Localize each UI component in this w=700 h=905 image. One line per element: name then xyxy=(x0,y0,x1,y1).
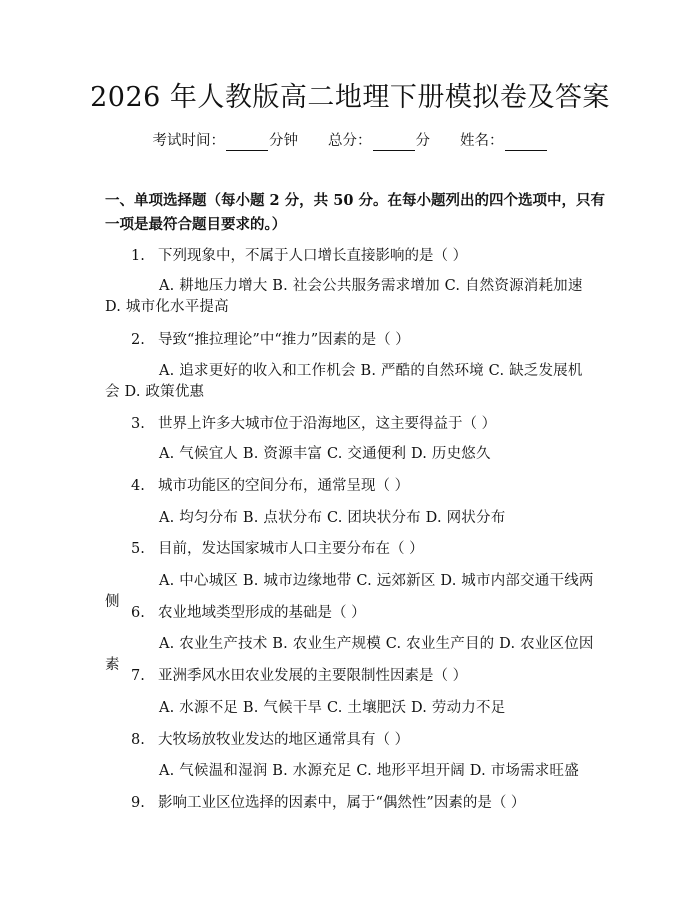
section-heading: 一、单项选择题（每小题 2 分，共 50 分。在每小题列出的四个选项中，只有一项是最符合题目要求的。） xyxy=(105,192,605,233)
question-options: A. 追求更好的收入和工作机会 B. 严酷的自然环境 C. 缺乏发展机会 D. 政策优惠 xyxy=(105,363,583,400)
question xyxy=(131,793,601,813)
question xyxy=(131,539,601,559)
name-blank xyxy=(505,136,547,151)
question-options: A. 水源不足 B. 气候干旱 C. 土壤肥沃 D. 劳动力不足 xyxy=(159,700,506,716)
question-options: A. 农业生产技术 B. 农业生产规模 C. 农业生产目的 D. 农业区位因素 xyxy=(105,636,594,673)
student-name xyxy=(460,131,548,151)
question-text: 亚洲季风水田农业发展的主要限制性因素是（ ） xyxy=(158,668,468,684)
question-number: 5. xyxy=(131,541,145,557)
question-number: 7. xyxy=(131,668,145,684)
score-unit: 分 xyxy=(415,133,430,149)
question-number: 1. xyxy=(131,248,145,264)
question-options: A. 耕地压力增大 B. 社会公共服务需求增加 C. 自然资源消耗加速 D. 城市化水平提高 xyxy=(105,278,583,315)
score-label: 总分： xyxy=(328,133,372,149)
question xyxy=(131,414,601,434)
question xyxy=(131,330,601,350)
question xyxy=(131,666,601,686)
question-number: 9. xyxy=(131,795,145,811)
question xyxy=(131,476,601,496)
page-title: 2026 年人教版高二地理下册模拟卷及答案 xyxy=(90,82,610,113)
question-number: 6. xyxy=(131,605,145,621)
question-text: 城市功能区的空间分布，通常呈现（ ） xyxy=(158,478,410,494)
question-text: 目前，发达国家城市人口主要分布在（ ） xyxy=(158,541,424,557)
exam-info-line xyxy=(0,131,700,151)
time-label: 考试时间： xyxy=(152,133,225,149)
question xyxy=(131,730,601,750)
question-number: 4. xyxy=(131,478,145,494)
question-text: 大牧场放牧业发达的地区通常具有（ ） xyxy=(158,732,410,748)
score-blank xyxy=(373,136,415,151)
question-text: 世界上许多大城市位于沿海地区，这主要得益于（ ） xyxy=(158,416,497,432)
question-options: A. 气候温和湿润 B. 水源充足 C. 地形平坦开阔 D. 市场需求旺盛 xyxy=(159,763,579,779)
question-number: 2. xyxy=(131,332,145,348)
exam-time xyxy=(153,131,299,151)
name-label: 姓名： xyxy=(460,133,504,149)
time-blank xyxy=(226,136,268,151)
time-unit: 分钟 xyxy=(269,133,298,149)
question-text: 导致“推拉理论”中“推力”因素的是（ ） xyxy=(158,332,410,348)
question xyxy=(131,246,601,266)
question-options: A. 中心城区 B. 城市边缘地带 C. 远郊新区 D. 城市内部交通干线两侧 xyxy=(105,573,594,610)
question xyxy=(131,603,601,623)
question-options: A. 气候宜人 B. 资源丰富 C. 交通便利 D. 历史悠久 xyxy=(159,446,491,462)
question-number: 3. xyxy=(131,416,145,432)
question-options: A. 均匀分布 B. 点状分布 C. 团块状分布 D. 网状分布 xyxy=(159,510,506,526)
question-text: 农业地域类型形成的基础是（ ） xyxy=(158,605,366,621)
question-text: 下列现象中，不属于人口增长直接影响的是（ ） xyxy=(158,248,468,264)
question-number: 8. xyxy=(131,732,145,748)
total-score xyxy=(328,131,430,151)
question-text: 影响工业区位选择的因素中，属于“偶然性”因素的是（ ） xyxy=(158,795,526,811)
